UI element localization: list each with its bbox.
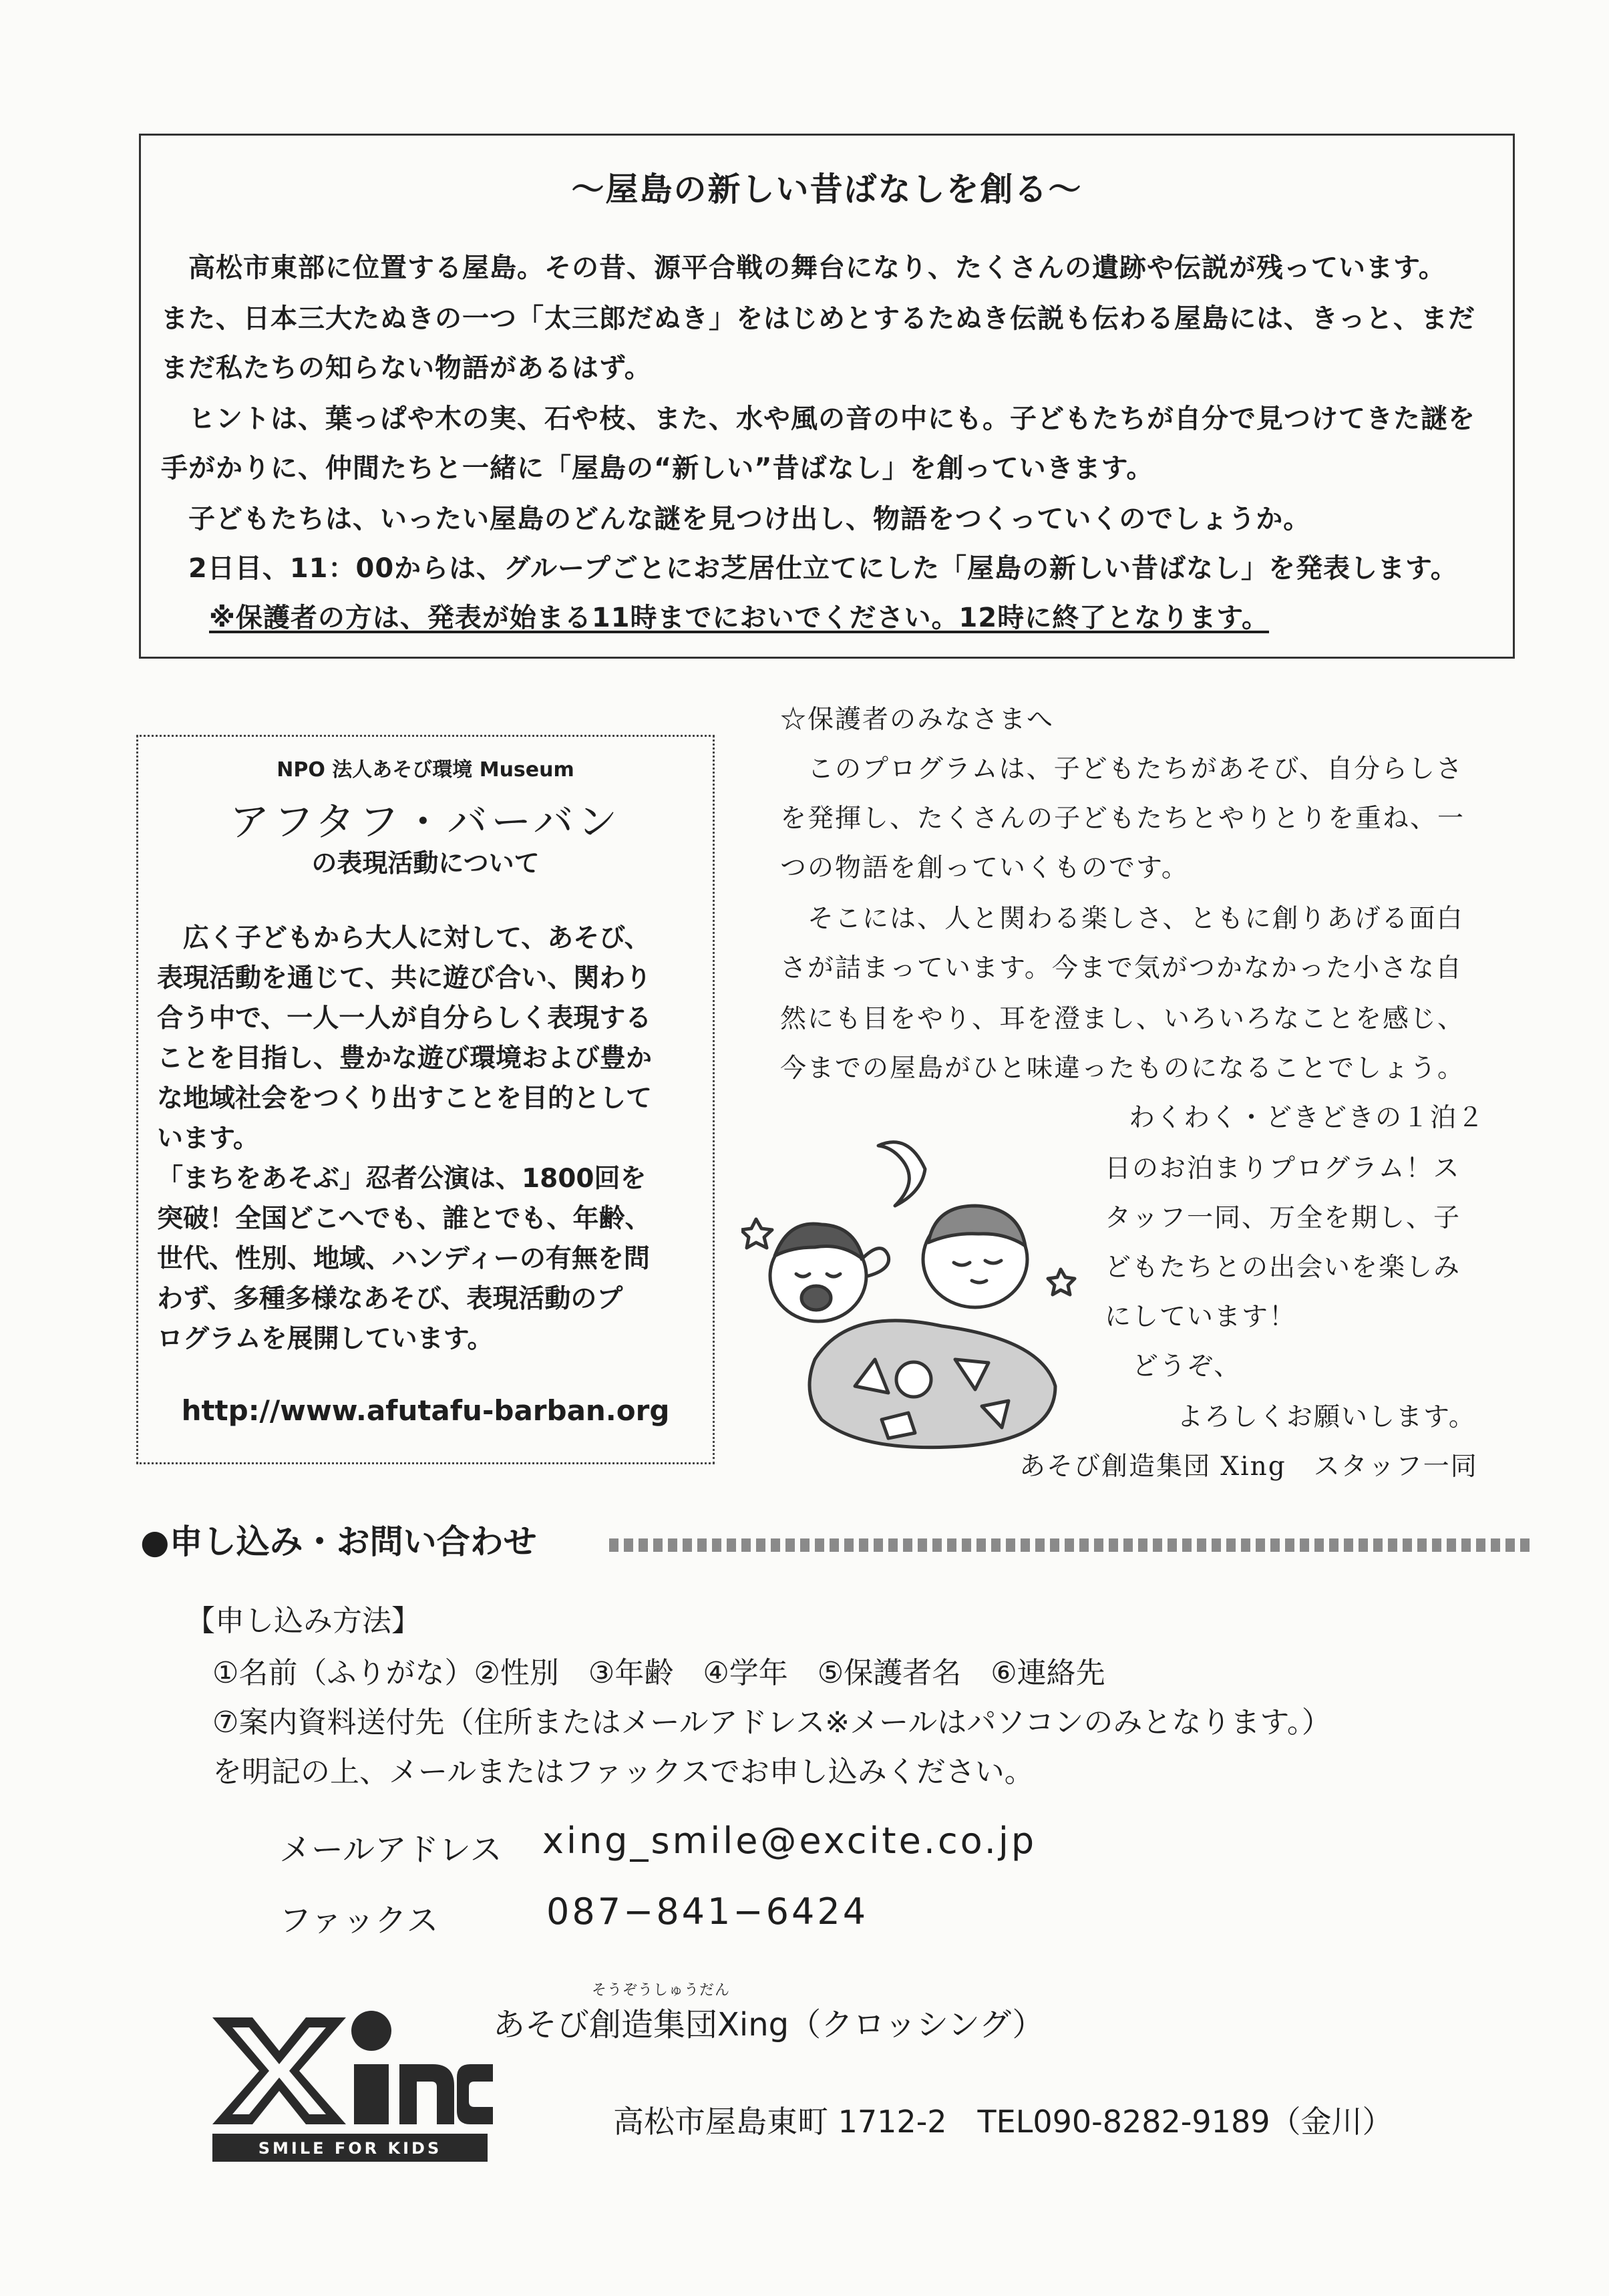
message-line: タッフ一同、万全を期し、子 xyxy=(1105,1203,1461,1233)
org-furigana: そうぞうしゅうだん xyxy=(592,1982,731,1999)
star-icon xyxy=(1048,1269,1075,1295)
intro-line: 高松市東部に位置する屋島。その昔、源平合戦の舞台になり、たくさんの遺跡や伝説が残っています。 xyxy=(161,253,1446,283)
intro-line: 子どもたちは、いったい屋島のどんな謎を見つけ出し、物語をつくっていくのでしょうか。 xyxy=(161,504,1311,534)
intro-line: 手がかりに、仲間たちと一緒に「屋島の“新しい”昔ばなし」を創っていきます。 xyxy=(161,453,1154,484)
message-line: 然にも目をやり、耳を澄まし、いろいろなことを感じ、 xyxy=(780,1004,1465,1034)
message-line: どもたちとの出会いを楽しみ xyxy=(1105,1253,1461,1283)
apply-items-line: ①名前（ふりがな）②性別 ③年齢 ④学年 ⑤保護者名 ⑥連絡先 xyxy=(212,1656,1105,1690)
intro-line: まだ私たちの知らない物語があるはず。 xyxy=(161,353,652,383)
npo-line: ログラムを展開しています。 xyxy=(157,1324,494,1354)
message-signature: あそび創造集団 Xing スタッフ一同 xyxy=(1019,1452,1478,1482)
email-address-link[interactable]: xing_smile@excite.co.jp xyxy=(542,1820,1037,1862)
npo-org-name: NPO 法人あそび環境 Museum xyxy=(277,758,574,782)
star-icon xyxy=(741,1219,772,1248)
org-name: あそび創造集団Xing（クロッシング） xyxy=(493,2006,1045,2043)
npo-title: アフタフ・バーバン xyxy=(229,799,622,846)
npo-line: 「まちをあそぶ」忍者公演は、1800回を xyxy=(157,1164,647,1194)
sleeping-children-illustration xyxy=(741,1106,1115,1466)
message-line: わくわく・どきどきの１泊２ xyxy=(1129,1103,1485,1133)
moon-icon xyxy=(878,1142,925,1206)
blanket xyxy=(810,1321,1055,1448)
npo-box xyxy=(136,735,715,1464)
npo-line: わず、多種多様なあそび、表現活動のプ xyxy=(157,1284,623,1314)
npo-line: 世代、性別、地域、ハンディーの有無を問 xyxy=(157,1244,650,1274)
contact-divider xyxy=(609,1538,1531,1552)
message-line: そこには、人と関わる楽しさ、ともに創りあげる面白 xyxy=(780,904,1464,934)
npo-line: 広く子どもから大人に対して、あそび、 xyxy=(157,923,651,953)
apply-items-line: ⑦案内資料送付先（住所またはメールアドレス※メールはパソコンのみとなります。） xyxy=(212,1705,1331,1740)
npo-line: 合う中で、一人一人が自分らしく表現する xyxy=(157,1003,652,1033)
intro-title: ～屋島の新しい昔ばなしを創る～ xyxy=(571,170,1083,208)
org-address: 高松市屋島東町 1712-2 TEL090-8282-9189（金川） xyxy=(613,2104,1393,2140)
apply-instruction: を明記の上、メールまたはファックスでお申し込みください。 xyxy=(212,1755,1034,1789)
message-line: つの物語を創っていくものです。 xyxy=(780,853,1189,883)
message-heading: ☆保護者のみなさまへ xyxy=(780,705,1055,735)
apply-method-title: 【申し込み方法】 xyxy=(186,1604,421,1638)
npo-line: 突破！全国どこへでも、誰とでも、年齢、 xyxy=(157,1204,651,1234)
message-line: 今までの屋島がひと味違ったものになることでしょう。 xyxy=(780,1053,1465,1084)
intro-box xyxy=(139,134,1515,659)
npo-line: 表現活動を通じて、共に遊び合い、関わり xyxy=(157,963,652,993)
xing-logo xyxy=(212,2004,493,2164)
fax-number: 087−841−6424 xyxy=(546,1891,869,1933)
logo-tagline: SMILE FOR KIDS xyxy=(258,2139,442,2158)
npo-subtitle: の表現活動について xyxy=(311,848,540,878)
npo-line: います。 xyxy=(157,1124,259,1154)
message-line: を発揮し、たくさんの子どもたちとやりとりを重ね、一 xyxy=(780,804,1465,834)
message-line: どうぞ、 xyxy=(1105,1351,1242,1381)
email-label: メールアドレス xyxy=(279,1831,502,1868)
intro-line: また、日本三大たぬきの一つ「太三郎だぬき」をはじめとするたぬき伝説も伝わる屋島には、きっと、まだ xyxy=(161,303,1475,334)
npo-line: ことを目指し、豊かな遊び環境および豊か xyxy=(157,1043,653,1074)
message-line: にしています！ xyxy=(1105,1302,1297,1332)
xing-logo-icon xyxy=(212,2004,493,2164)
message-line: 日のお泊まりプログラム！ス xyxy=(1105,1154,1461,1184)
fax-label: ファックス xyxy=(279,1902,439,1939)
message-line: さが詰まっています。今まで気がつかなかった小さな自 xyxy=(780,953,1463,983)
intro-note: ※保護者の方は、発表が始まる11時までにおいでください。12時に終了となります。 xyxy=(209,603,1270,633)
npo-url-link[interactable]: http://www.afutafu-barban.org xyxy=(181,1394,670,1427)
message-line: よろしくお願いします。 xyxy=(1122,1402,1476,1432)
intro-line: ヒントは、葉っぱや木の実、石や枝、また、水や風の音の中にも。子どもたちが自分で見つけてきた謎を xyxy=(161,403,1475,434)
npo-line: な地域社会をつくり出すことを目的として xyxy=(157,1084,653,1114)
intro-line: 2日目、11：00からは、グループごとにお芝居仕立てにした「屋島の新しい昔ばなし」を発表します。 xyxy=(161,553,1458,584)
contact-header: ●申し込み・お問い合わせ xyxy=(140,1522,537,1561)
message-line: このプログラムは、子どもたちがあそび、自分らしさ xyxy=(780,754,1464,784)
